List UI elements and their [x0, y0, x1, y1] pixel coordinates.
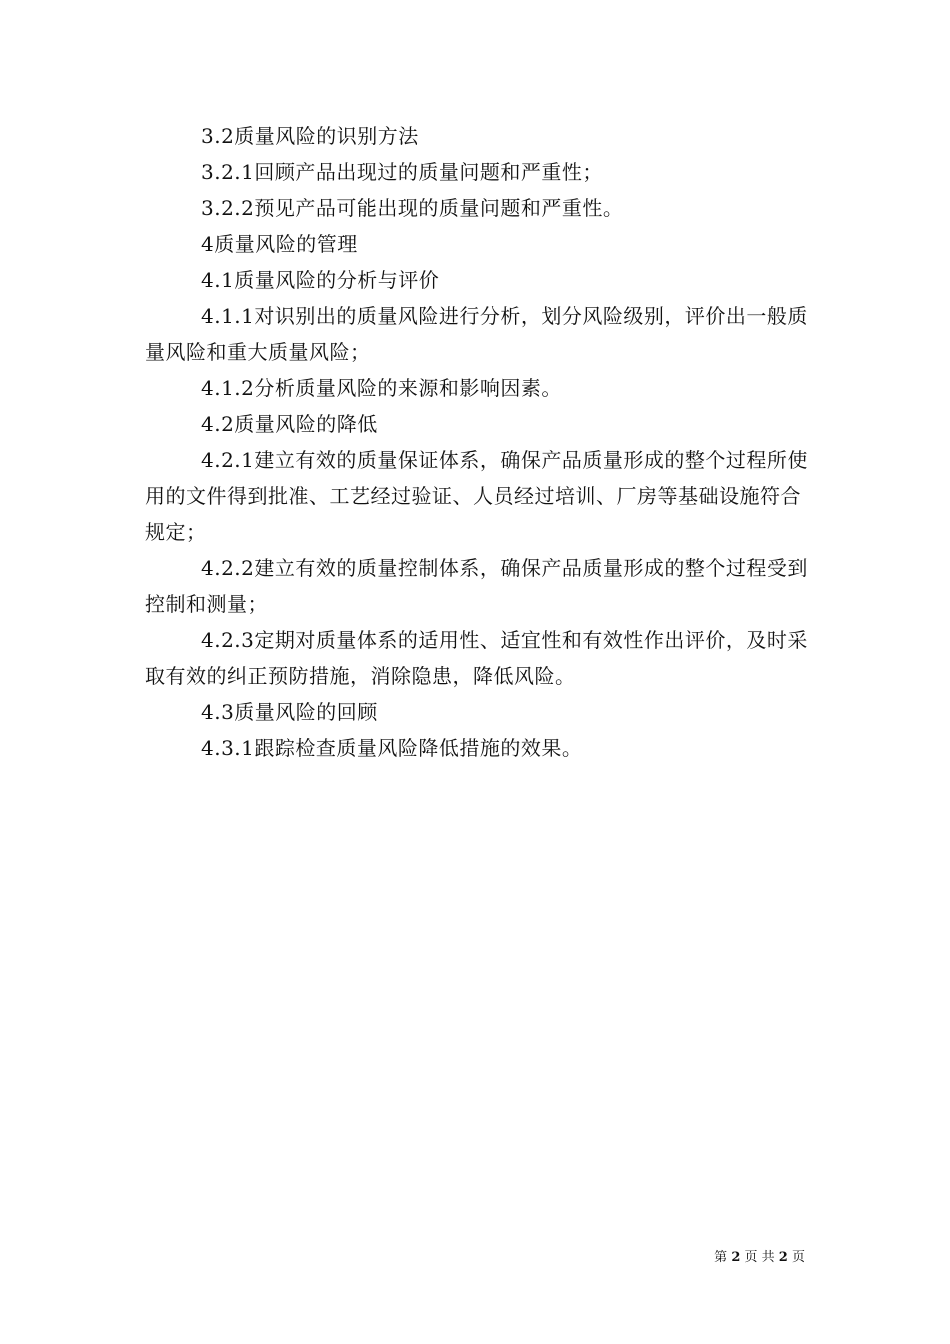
paragraph: 3.2.1回顾产品出现过的质量问题和严重性； — [201, 160, 603, 184]
paragraph: 3.2.2预见产品可能出现的质量问题和严重性。 — [201, 196, 624, 220]
paragraph: 4.1.2分析质量风险的来源和影响因素。 — [201, 376, 562, 400]
paragraph: 4.3.1跟踪检查质量风险降低措施的效果。 — [201, 736, 583, 760]
footer-prefix: 第 — [714, 1250, 728, 1265]
paragraph: 4.2质量风险的降低 — [201, 412, 378, 436]
page-number-footer — [714, 1246, 805, 1265]
paragraph: 4.2.2建立有效的质量控制体系，确保产品质量形成的整个过程受到控制和测量； — [145, 556, 808, 616]
paragraph: 4.1.1对识别出的质量风险进行分析，划分风险级别，评价出一般质量风险和重大质量风险； — [145, 304, 808, 364]
paragraph: 4.3质量风险的回顾 — [201, 700, 378, 724]
total-pages-number: 2 — [778, 1250, 788, 1265]
paragraph: 4质量风险的管理 — [201, 232, 358, 256]
paragraph: 4.1质量风险的分析与评价 — [201, 268, 440, 292]
paragraph: 3.2质量风险的识别方法 — [201, 124, 419, 148]
footer-suffix: 页 — [791, 1250, 805, 1265]
document-body — [145, 118, 810, 766]
paragraph: 4.2.1建立有效的质量保证体系，确保产品质量形成的整个过程所使用的文件得到批准、工艺经过验证、人员经过培训、厂房等基础设施符合规定； — [145, 448, 808, 544]
paragraph: 4.2.3定期对质量体系的适用性、适宜性和有效性作出评价，及时采取有效的纠正预防措施，消除隐患，降低风险。 — [145, 628, 808, 688]
current-page-number: 2 — [731, 1250, 741, 1265]
footer-middle: 页 共 — [744, 1250, 775, 1265]
